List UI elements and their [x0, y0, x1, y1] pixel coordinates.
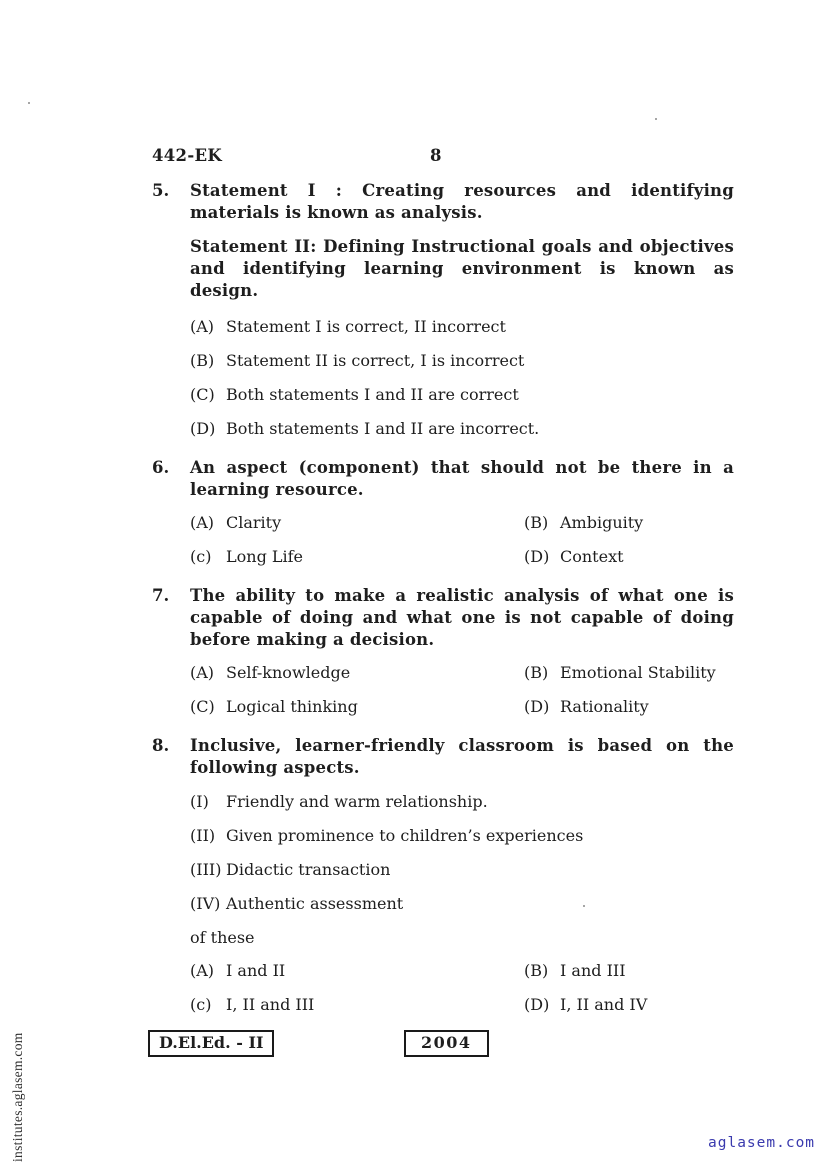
question-body — [190, 585, 734, 718]
option-label: (C) — [190, 697, 215, 716]
option-label: (D) — [524, 697, 550, 716]
bottom-watermark: aglasem.com — [708, 1135, 816, 1151]
option-c — [190, 696, 524, 718]
question-stem: Statement II: Defining Instructional goals and objectives and identifying learning environment is known as design. — [190, 237, 734, 300]
option-text: Ambiguity — [560, 513, 644, 532]
page-number: 8 — [430, 146, 442, 165]
option-label: (C) — [190, 385, 215, 404]
question-body — [190, 457, 734, 568]
option-a — [190, 512, 524, 534]
roman-item-2 — [190, 825, 734, 847]
option-text: Both statements I and II are correct — [226, 385, 519, 404]
roman-item-4 — [190, 893, 734, 915]
options-grid — [190, 662, 734, 718]
option-text: Rationality — [560, 697, 649, 716]
option-label: (c) — [190, 995, 212, 1014]
scan-speck — [655, 118, 657, 120]
roman-item-1 — [190, 791, 734, 813]
question-8 — [152, 735, 734, 1016]
options-list — [190, 316, 734, 440]
option-b — [524, 960, 734, 982]
option-label: (c) — [190, 547, 212, 566]
item-text: Authentic assessment — [226, 894, 404, 913]
item-text: Friendly and warm relationship. — [226, 792, 488, 811]
option-text: Emotional Stability — [560, 663, 716, 682]
option-label: (B) — [190, 351, 215, 370]
option-a — [190, 662, 524, 684]
option-label: (D) — [524, 995, 550, 1014]
question-number: 5. — [152, 181, 170, 200]
item-label: (I) — [190, 792, 209, 811]
item-label: (III) — [190, 860, 222, 879]
question-stem: The ability to make a realistic analysis of what one is capable of doing and what one is not capable of doing before making a decision. — [190, 586, 734, 649]
footer-course-box: D.El.Ed. - II — [148, 1030, 274, 1057]
option-c — [190, 546, 524, 568]
question-number: 8. — [152, 736, 170, 755]
option-text: I and II — [226, 961, 286, 980]
option-text: Logical thinking — [226, 697, 358, 716]
option-label: (A) — [190, 961, 215, 980]
question-7 — [152, 585, 734, 718]
option-d — [524, 546, 734, 568]
option-text: Statement I is correct, II incorrect — [226, 317, 506, 336]
side-watermark: institutes.aglasem.com — [10, 1032, 25, 1162]
option-c — [190, 384, 734, 406]
page-header — [152, 146, 734, 168]
question-number: 6. — [152, 458, 170, 477]
option-text: Clarity — [226, 513, 282, 532]
question-stem: Statement I : Creating resources and identifying materials is known as analysis. — [190, 181, 734, 222]
option-label: (B) — [524, 961, 549, 980]
item-label: (II) — [190, 826, 216, 845]
options-grid — [190, 960, 734, 1016]
question-body — [190, 735, 734, 1016]
option-b — [524, 512, 734, 534]
paper-code: 442-EK — [152, 146, 223, 165]
option-label: (D) — [524, 547, 550, 566]
option-text: Long Life — [226, 547, 304, 566]
option-text: Both statements I and II are incorrect. — [226, 419, 540, 438]
question-body — [190, 180, 734, 440]
option-text: I, II and III — [226, 995, 315, 1014]
option-text: Statement II is correct, I is incorrect — [226, 351, 525, 370]
option-label: (D) — [190, 419, 216, 438]
option-text: I, II and IV — [560, 995, 648, 1014]
item-text: Didactic transaction — [226, 860, 391, 879]
roman-items — [190, 791, 734, 915]
option-d — [190, 418, 734, 440]
question-stem: An aspect (component) that should not be there in a learning resource. — [190, 458, 734, 499]
question-6 — [152, 457, 734, 568]
question-5 — [152, 180, 734, 440]
option-text: I and III — [560, 961, 626, 980]
item-label: (IV) — [190, 894, 221, 913]
option-c — [190, 994, 524, 1016]
footer-year-box: 2004 — [404, 1030, 489, 1057]
options-grid — [190, 512, 734, 568]
option-text: Self-knowledge — [226, 663, 351, 682]
option-b — [524, 662, 734, 684]
option-label: (B) — [524, 513, 549, 532]
option-text: Context — [560, 547, 624, 566]
question-number: 7. — [152, 586, 170, 605]
option-a — [190, 316, 734, 338]
option-label: (A) — [190, 513, 215, 532]
option-label: (A) — [190, 317, 215, 336]
item-text: Given prominence to children’s experiences — [226, 826, 584, 845]
question-stem: Inclusive, learner-friendly classroom is based on the following aspects. — [190, 736, 734, 777]
option-b — [190, 350, 734, 372]
connector-text: of these — [190, 928, 255, 947]
option-d — [524, 696, 734, 718]
option-label: (B) — [524, 663, 549, 682]
roman-item-3 — [190, 859, 734, 881]
option-d — [524, 994, 734, 1016]
page-content — [152, 146, 734, 1016]
option-a — [190, 960, 524, 982]
scan-speck — [28, 102, 30, 104]
option-label: (A) — [190, 663, 215, 682]
